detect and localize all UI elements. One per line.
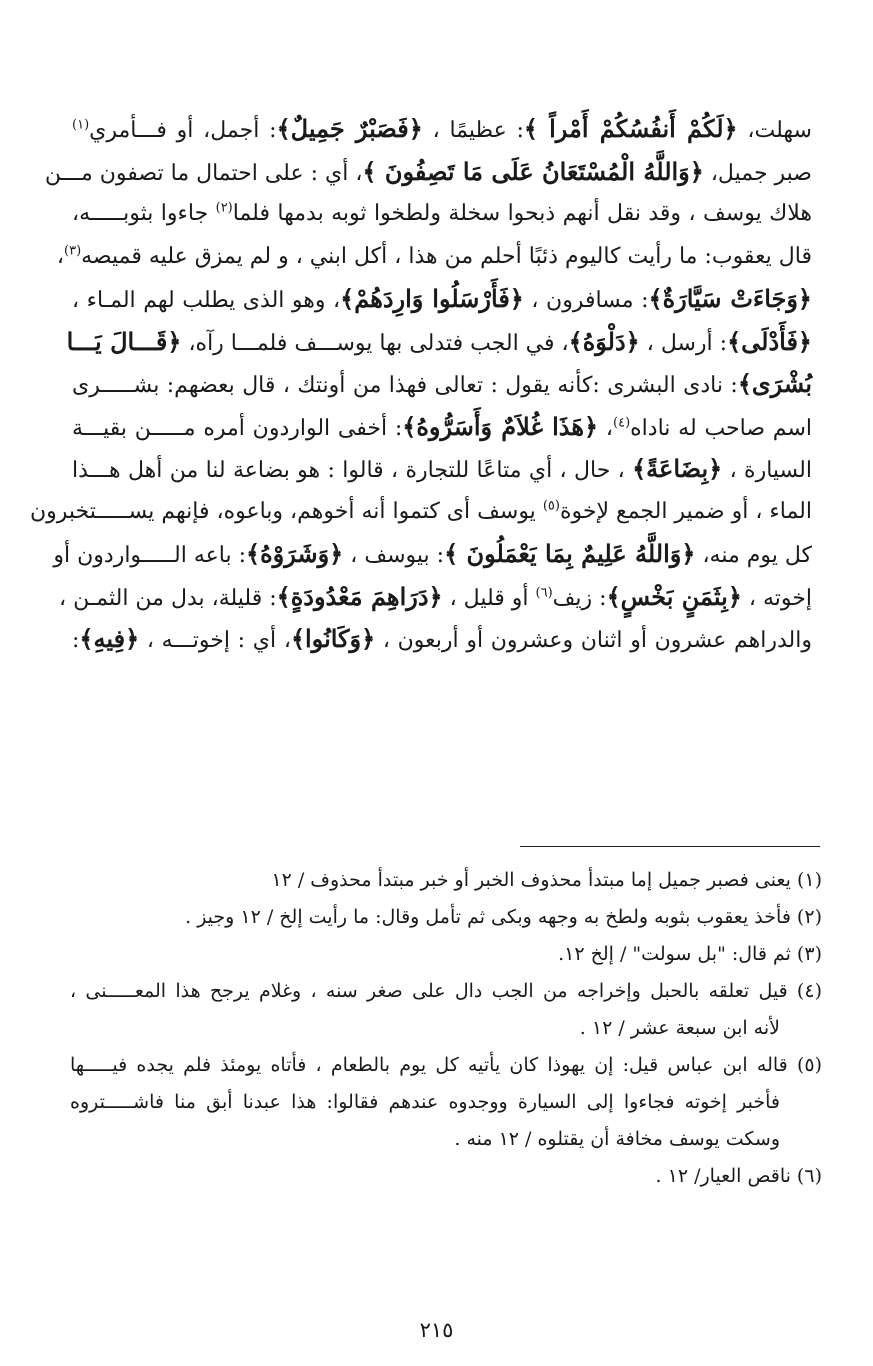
body-line [72, 618, 812, 661]
quran-quote: ﴿فَصَبْرٌ جَمِيلٌ﴾ [276, 114, 423, 143]
body-text: ، أي : على احتمال ما تصفون مـــن [44, 160, 363, 186]
body-text: ، [598, 415, 613, 441]
footnote-ref: (٢) [215, 200, 233, 216]
quran-quote: ﴿وَاللَّهُ الْمُسْتَعَانُ عَلَى مَا تَصِفُونَ ﴾ [362, 156, 704, 186]
footnotes-block [70, 862, 822, 1195]
footnote-separator [520, 846, 820, 847]
body-line [72, 406, 812, 449]
quran-quote: ﴿بِضَاعَةً﴾ [632, 454, 723, 483]
quran-quote: ﴿وَشَرَوْهُ﴾ [246, 539, 344, 568]
quran-quote: ﴿لَكُمْ أَنفُسُكُمْ أَمْراً ﴾ [523, 114, 738, 143]
body-line [72, 278, 812, 321]
body-text: أو قليل ، [442, 585, 536, 611]
body-text: هلاك يوسف ، وقد نقل أنهم ذبحوا سخلة ولطخوا ثوبه بدمها فلما [232, 201, 812, 226]
body-text: والدراهم عشرون أو اثنان وعشرون أو أربعون ، [375, 628, 812, 653]
body-text: يوسف أى كتموا أنه أخوهم، وباعوه، فإنهم يســـــتخبرون [30, 498, 543, 524]
body-line [72, 193, 812, 236]
footnote-line: (٣) ثم قال: "بل سولت" / إلخ ١٢. [558, 943, 822, 965]
footnote-line: لأنه ابن سبعة عشر / ١٢ . [579, 1017, 780, 1039]
quran-quote: ﴿بِثَمَنٍ بَخْسٍ﴾ [606, 581, 742, 611]
footnote-ref: (٣) [64, 243, 82, 259]
footnote-line: (١) يعنى فصبر جميل إما مبتدأ محذوف الخبر أو خبر مبتدأ محذوف / ١٢ [271, 869, 822, 891]
body-text: صبر جميل، [703, 160, 812, 186]
footnote-line: (٥) قاله ابن عباس قيل: إن يهوذا كان يأتيه كل يوم بالطعام ، فأتاه يومئذ فلم يجده فيـــــها [70, 1054, 822, 1076]
body-line [44, 151, 812, 194]
body-text: إخوته ، [741, 585, 812, 611]
body-text: : أجمل، أو فـــأمري [89, 118, 277, 143]
body-text: : باعه الـــــواردون أو [53, 543, 246, 568]
quran-quote: ﴿وَاللَّهُ عَلِيمٌ بِمَا يَعْمَلُونَ ﴾ [444, 539, 696, 568]
body-line [30, 491, 812, 534]
footnote-ref: (١) [72, 117, 90, 133]
footnote-ref: (٥) [542, 498, 560, 514]
body-text: : عظيمًا ، [422, 118, 524, 143]
body-text: : أخفى الواردون أمره مـــــن بقيـــة [72, 415, 403, 441]
footnote-ref: (٦) [535, 585, 553, 601]
body-line [66, 321, 812, 364]
quran-quote: ﴿فَأَدْلَى﴾ [727, 326, 812, 356]
body-text: : بيوسف ، [343, 543, 445, 568]
body-text: ، أي : إخوتـــه ، [139, 628, 291, 653]
body-text: : أرسل ، [639, 330, 728, 356]
body-line [58, 576, 812, 619]
body-text: كل يوم منه، [695, 543, 812, 568]
body-text: ، حال ، أي متاعًا للتجارة ، قالوا : هو بضاعة لنا من أهل هـــذا [72, 458, 633, 483]
quran-quote: ﴿دَرَاهِمَ مَعْدُودَةٍ﴾ [276, 581, 443, 611]
quran-quote: ﴿فِيهِ﴾ [79, 624, 140, 653]
quran-quote: ﴿قَـــالَ يَـــا [66, 326, 182, 356]
body-text: جاءوا بثوبـــــه، [72, 201, 216, 226]
body-text: ، في الجب فتدلى بها يوســـف فلمـــا رآه، [181, 330, 569, 356]
body-text: الماء ، أو ضمير الجمع لإخوة [559, 498, 812, 524]
quran-quote: ﴿هَذَا غُلاَمٌ وَأَسَرُّوهُ﴾ [402, 411, 599, 441]
body-text: : [72, 628, 80, 653]
body-line [72, 108, 812, 151]
body-text: السيارة ، [722, 458, 812, 483]
footnote-line: فأخبر إخوته فجاءوا إلى السيارة ووجدوه عندهم فقالوا: هذا عبدنا أبق منا فاشـــــتروه [70, 1091, 780, 1113]
quran-quote: بُشْرَى﴾ [737, 369, 812, 398]
footnote-line: (٢) فأخذ يعقوب بثوبه ولطخ به وجهه وبكى ثم تأمل وقال: ما رأيت إلخ / ١٢ وجيز . [185, 906, 822, 928]
quran-quote: ﴿فَأَرْسَلُوا وَارِدَهُمْ﴾ [340, 284, 524, 313]
body-text: : مسافرون ، [523, 288, 649, 313]
body-text: : قليلة، بدل من الثمـن ، [58, 585, 277, 611]
footnote-line: (٤) قيل تعلقه بالحبل وإخراجه من الجب دال على صغر سنه ، وغلام يرجح هذا المعـــــنى ، [70, 980, 822, 1002]
body-text: : زيف [552, 585, 607, 611]
footnote-line: وسكت يوسف مخافة أن يقتلوه / ١٢ منه . [454, 1128, 780, 1150]
body-text: ، وهو الذى يطلب لهم المـاء ، [72, 288, 341, 313]
main-text-block [30, 108, 812, 661]
footnote-line: (٦) ناقص العيار/ ١٢ . [655, 1165, 822, 1187]
body-line [56, 236, 812, 279]
body-text: ، [56, 243, 64, 269]
body-text: سهلت، [737, 118, 812, 143]
quran-quote: ﴿وَجَاءَتْ سَيَّارَةٌ﴾ [648, 284, 812, 313]
body-text: : نادى البشرى :كأنه يقول : تعالى فهذا من أونتك ، قال بعضهم: بشـــــرى [72, 373, 738, 398]
page-number: ٢١٥ [419, 1318, 454, 1342]
body-line [72, 448, 812, 491]
body-line [72, 363, 812, 406]
body-text: اسم صاحب له ناداه [630, 415, 812, 441]
body-text: قال يعقوب: ما رأيت كاليوم ذئبًا أحلم من هذا ، أكل ابني ، و لم يمزق عليه قميصه [81, 243, 812, 269]
quran-quote: ﴿وَكَانُوا﴾ [290, 624, 376, 653]
quran-quote: ﴿دَلْوَهُ﴾ [568, 326, 640, 356]
body-line [53, 533, 812, 576]
footnote-ref: (٤) [613, 415, 631, 431]
